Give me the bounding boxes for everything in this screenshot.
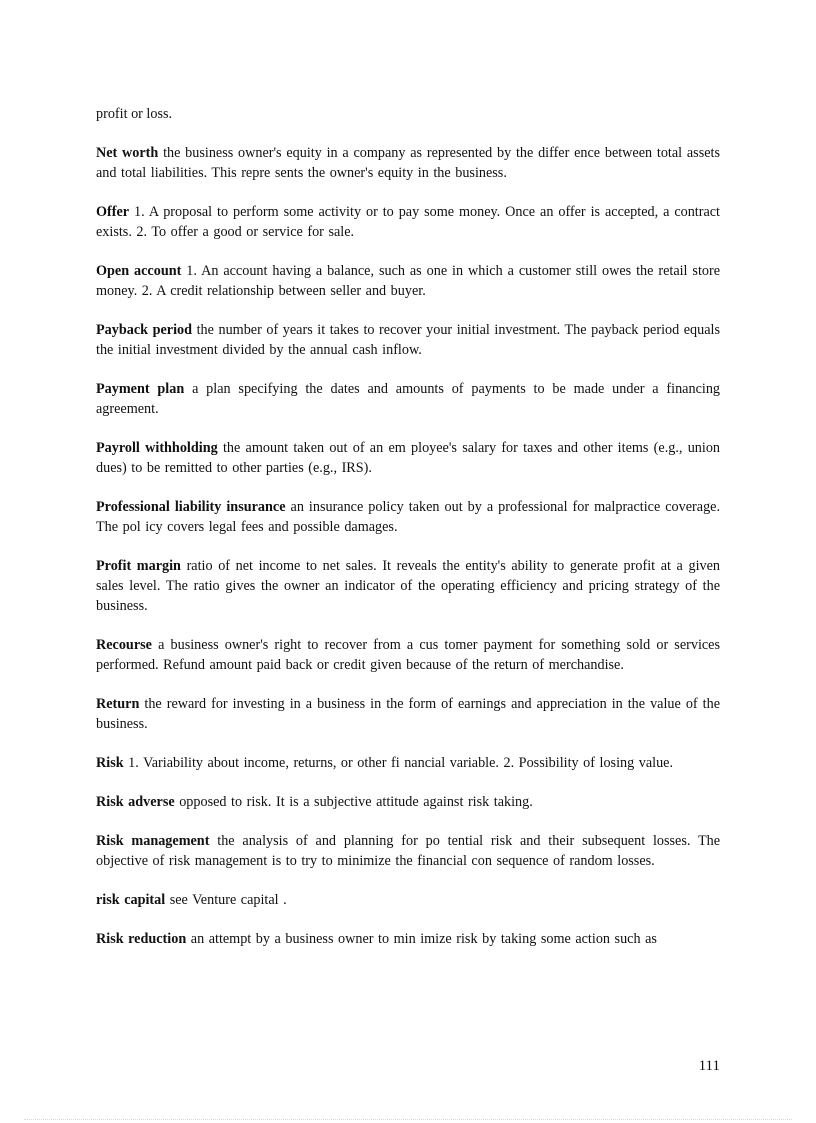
glossary-definition: a plan specifying the dates and amounts of payments to be made under a financing agreement. <box>96 381 721 417</box>
glossary-definition: an attempt by a business owner to min imize risk by taking some action such as <box>190 931 657 947</box>
glossary-term: Profit margin <box>96 558 181 574</box>
glossary-entry-open-account <box>96 261 720 301</box>
glossary-term: Risk management <box>96 833 210 849</box>
glossary-definition: 1. A proposal to perform some activity or to pay some money. Once an offer is accepted, a contract exists. 2. To offer a good or service for sale. <box>96 204 721 240</box>
glossary-term: Open account <box>96 263 182 279</box>
glossary-definition: 1. An account having a balance, such as one in which a customer still owes the retail store money. 2. A credit relationship between seller and buyer. <box>96 263 721 299</box>
glossary-entry-risk-capital <box>96 890 720 910</box>
glossary-content <box>96 104 720 968</box>
glossary-definition: an insurance policy taken out by a professional for malpractice coverage. The pol icy covers legal fees and possible damages. <box>96 499 721 535</box>
glossary-term: Payroll withholding <box>96 440 218 456</box>
glossary-definition: the number of years it takes to recover your initial investment. The payback period equals the initial investment divided by the annual cash inflow. <box>96 322 721 358</box>
glossary-entry-net-worth <box>96 143 720 183</box>
continued-text: profit or loss. <box>96 106 173 122</box>
glossary-term: Net worth <box>96 145 159 161</box>
glossary-definition: the reward for investing in a business in the form of earnings and appreciation in the value of the business. <box>96 696 720 732</box>
glossary-term: Recourse <box>96 637 152 653</box>
glossary-entry-return <box>96 694 720 734</box>
glossary-term: Professional liability insurance <box>96 499 286 515</box>
glossary-term: Risk reduction <box>96 931 187 947</box>
glossary-definition: a business owner's right to recover from a cus tomer payment for something sold or services performed. Refund amount paid back or credit given because of the return of merchandise. <box>96 637 720 673</box>
glossary-entry-profit-margin <box>96 556 720 616</box>
glossary-definition: see Venture capital . <box>169 892 287 908</box>
glossary-entry-risk <box>96 753 720 773</box>
glossary-definition: the amount taken out of an em ployee's salary for taxes and other items (e.g., union dues) to be remitted to other parties (e.g., IRS). <box>96 440 721 476</box>
page-bottom-divider <box>24 1119 792 1120</box>
glossary-entry-payroll-withholding <box>96 438 720 478</box>
glossary-term: Payback period <box>96 322 193 338</box>
glossary-entry-risk-adverse <box>96 792 720 812</box>
glossary-definition: the business owner's equity in a company as represented by the differ ence between total assets and total liabilities. This repre sents the owner's equity in the business. <box>96 145 720 181</box>
glossary-term: Risk <box>96 755 124 771</box>
glossary-definition: the analysis of and planning for po tential risk and their subsequent losses. The objective of risk management is to try to minimize the financial con sequence of random losses. <box>96 833 721 869</box>
glossary-term: Return <box>96 696 140 712</box>
glossary-definition: 1. Variability about income, returns, or other fi nancial variable. 2. Possibility of losing value. <box>128 755 674 771</box>
glossary-term: Payment plan <box>96 381 185 397</box>
glossary-term: risk capital <box>96 892 166 908</box>
glossary-entry-recourse <box>96 635 720 675</box>
glossary-term: Offer <box>96 204 130 220</box>
glossary-definition: opposed to risk. It is a subjective attitude against risk taking. <box>179 794 533 810</box>
glossary-entry-professional-liability-insurance <box>96 497 720 537</box>
glossary-entry-offer <box>96 202 720 242</box>
glossary-entry-payback-period <box>96 320 720 360</box>
glossary-entry-payment-plan <box>96 379 720 419</box>
glossary-definition: ratio of net income to net sales. It reveals the entity's ability to generate profit at a given sales level. The ratio gives the owner an indicator of the operating efficiency and pricing strategy of the business. <box>96 558 720 614</box>
glossary-entry-risk-management <box>96 831 720 871</box>
glossary-entry-risk-reduction <box>96 929 720 949</box>
page-number: 111 <box>698 1058 720 1074</box>
glossary-term: Risk adverse <box>96 794 175 810</box>
